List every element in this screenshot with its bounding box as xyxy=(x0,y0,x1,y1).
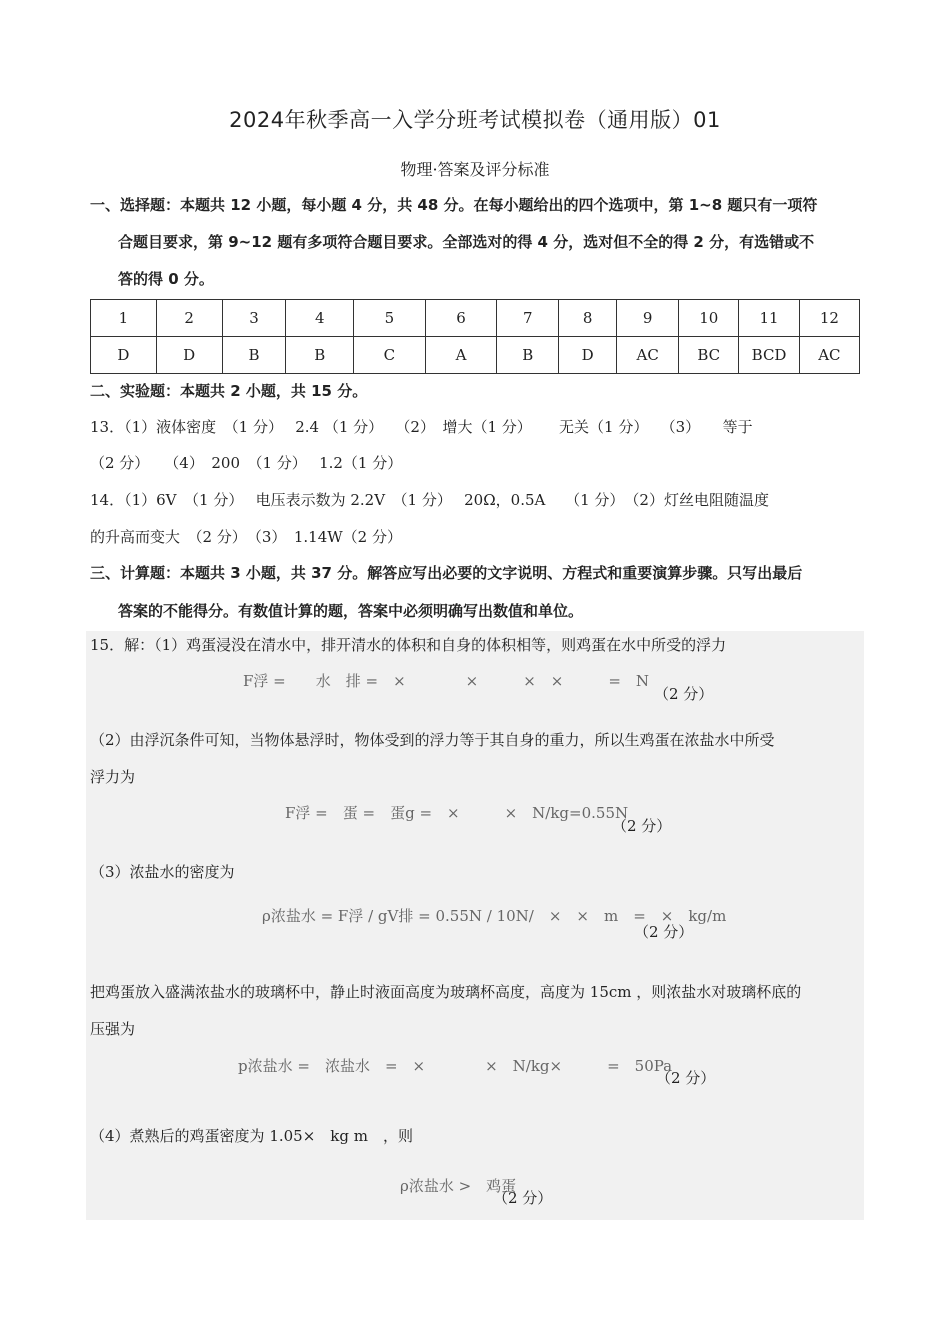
table-cell-answer: D xyxy=(91,337,157,374)
table-cell-answer: D xyxy=(156,337,222,374)
table-cell-number: 7 xyxy=(497,300,559,337)
table-cell-answer: BC xyxy=(679,337,739,374)
q15-equation-2: F浮 = 蛋 = 蛋g = × × N/kg=0.55N xyxy=(285,804,629,822)
answer-table xyxy=(90,299,860,374)
q15-equation-1: F浮 = 水 排 = × × × × = N xyxy=(243,672,650,690)
q15-part2-line1: （2）由浮沉条件可知，当物体悬浮时，物体受到的浮力等于其自身的重力，所以生鸡蛋在浓盐水中所受 xyxy=(90,731,775,749)
page-title: 2024年秋季高一入学分班考试模拟卷（通用版）01 xyxy=(229,108,721,132)
q15-score-4: （2 分） xyxy=(656,1069,716,1087)
section3-line2: 答案的不能得分。有数值计算的题，答案中必须明确写出数值和单位。 xyxy=(118,602,584,620)
q15-part5: （4）煮熟后的鸡蛋密度为 1.05× kg m ，则 xyxy=(90,1127,413,1145)
table-cell-answer: BCD xyxy=(739,337,799,374)
table-cell-number: 10 xyxy=(679,300,739,337)
q13-line2: （2 分） （4） 200 （1 分） 1.2（1 分） xyxy=(90,454,403,472)
page-subtitle: 物理·答案及评分标准 xyxy=(400,160,550,179)
table-cell-number: 5 xyxy=(354,300,426,337)
q15-equation-5: ρ浓盐水 > 鸡蛋 xyxy=(400,1177,517,1195)
section1-line2: 合题目要求，第 9~12 题有多项符合题目要求。全部选对的得 4 分，选对但不全的得 2 分，有选错或不 xyxy=(118,233,815,251)
table-cell-answer: B xyxy=(497,337,559,374)
section2-heading: 二、实验题：本题共 2 小题，共 15 分。 xyxy=(90,382,368,400)
q15-intro: 15．解：（1）鸡蛋浸没在清水中，排开清水的体积和自身的体积相等，则鸡蛋在水中所受的浮力 xyxy=(90,636,727,654)
q15-part3: （3）浓盐水的密度为 xyxy=(90,863,235,881)
table-cell-number: 6 xyxy=(425,300,497,337)
table-cell-number: 4 xyxy=(286,300,354,337)
table-cell-number: 12 xyxy=(799,300,859,337)
q15-score-5: （2 分） xyxy=(493,1189,553,1207)
table-cell-answer: A xyxy=(425,337,497,374)
table-cell-number: 9 xyxy=(617,300,679,337)
table-cell-number: 11 xyxy=(739,300,799,337)
q15-equation-3: ρ浓盐水 = F浮 / gV排 = 0.55N / 10N/ × × m = × kg/m xyxy=(262,907,727,925)
answer-table-number-row xyxy=(91,300,860,337)
q15-score-3: （2 分） xyxy=(634,923,694,941)
q15-score-1: （2 分） xyxy=(654,685,714,703)
answer-table-answer-row xyxy=(91,337,860,374)
table-cell-number: 3 xyxy=(222,300,286,337)
table-cell-answer: B xyxy=(222,337,286,374)
q14-line1: 14．（1）6V （1 分） 电压表示数为 2.2V （1 分） 20Ω，0.5A （1 分） （2）灯丝电阻随温度 xyxy=(90,491,769,509)
q15-equation-4: p浓盐水 = 浓盐水 = × × N/kg× = 50Pa xyxy=(238,1057,673,1075)
q15-part4-line1: 把鸡蛋放入盛满浓盐水的玻璃杯中，静止时液面高度为玻璃杯高度，高度为 15cm ，则浓盐水对玻璃杯底的 xyxy=(90,983,802,1001)
q13-line1: 13．（1）液体密度 （1 分） 2.4 （1 分） （2） 增大（1 分） 无关（1 分） （3） 等于 xyxy=(90,418,753,436)
table-cell-answer: C xyxy=(354,337,426,374)
table-cell-answer: AC xyxy=(617,337,679,374)
q15-part2-line2: 浮力为 xyxy=(90,768,136,786)
section1-line3: 答的得 0 分。 xyxy=(118,270,214,288)
q14-line2: 的升高而变大 （2 分） （3） 1.14W（2 分） xyxy=(90,528,402,546)
table-cell-answer: B xyxy=(286,337,354,374)
section3-line1: 三、计算题：本题共 3 小题，共 37 分。解答应写出必要的文字说明、方程式和重要演算步骤。只写出最后 xyxy=(90,564,803,582)
section1-line1: 一、选择题：本题共 12 小题，每小题 4 分，共 48 分。在每小题给出的四个选项中，第 1~8 题只有一项符 xyxy=(90,196,818,214)
table-cell-number: 8 xyxy=(559,300,617,337)
table-cell-number: 1 xyxy=(91,300,157,337)
table-cell-number: 2 xyxy=(156,300,222,337)
q15-score-2: （2 分） xyxy=(612,817,672,835)
table-cell-answer: D xyxy=(559,337,617,374)
table-cell-answer: AC xyxy=(799,337,859,374)
q15-part4-line2: 压强为 xyxy=(90,1020,136,1038)
